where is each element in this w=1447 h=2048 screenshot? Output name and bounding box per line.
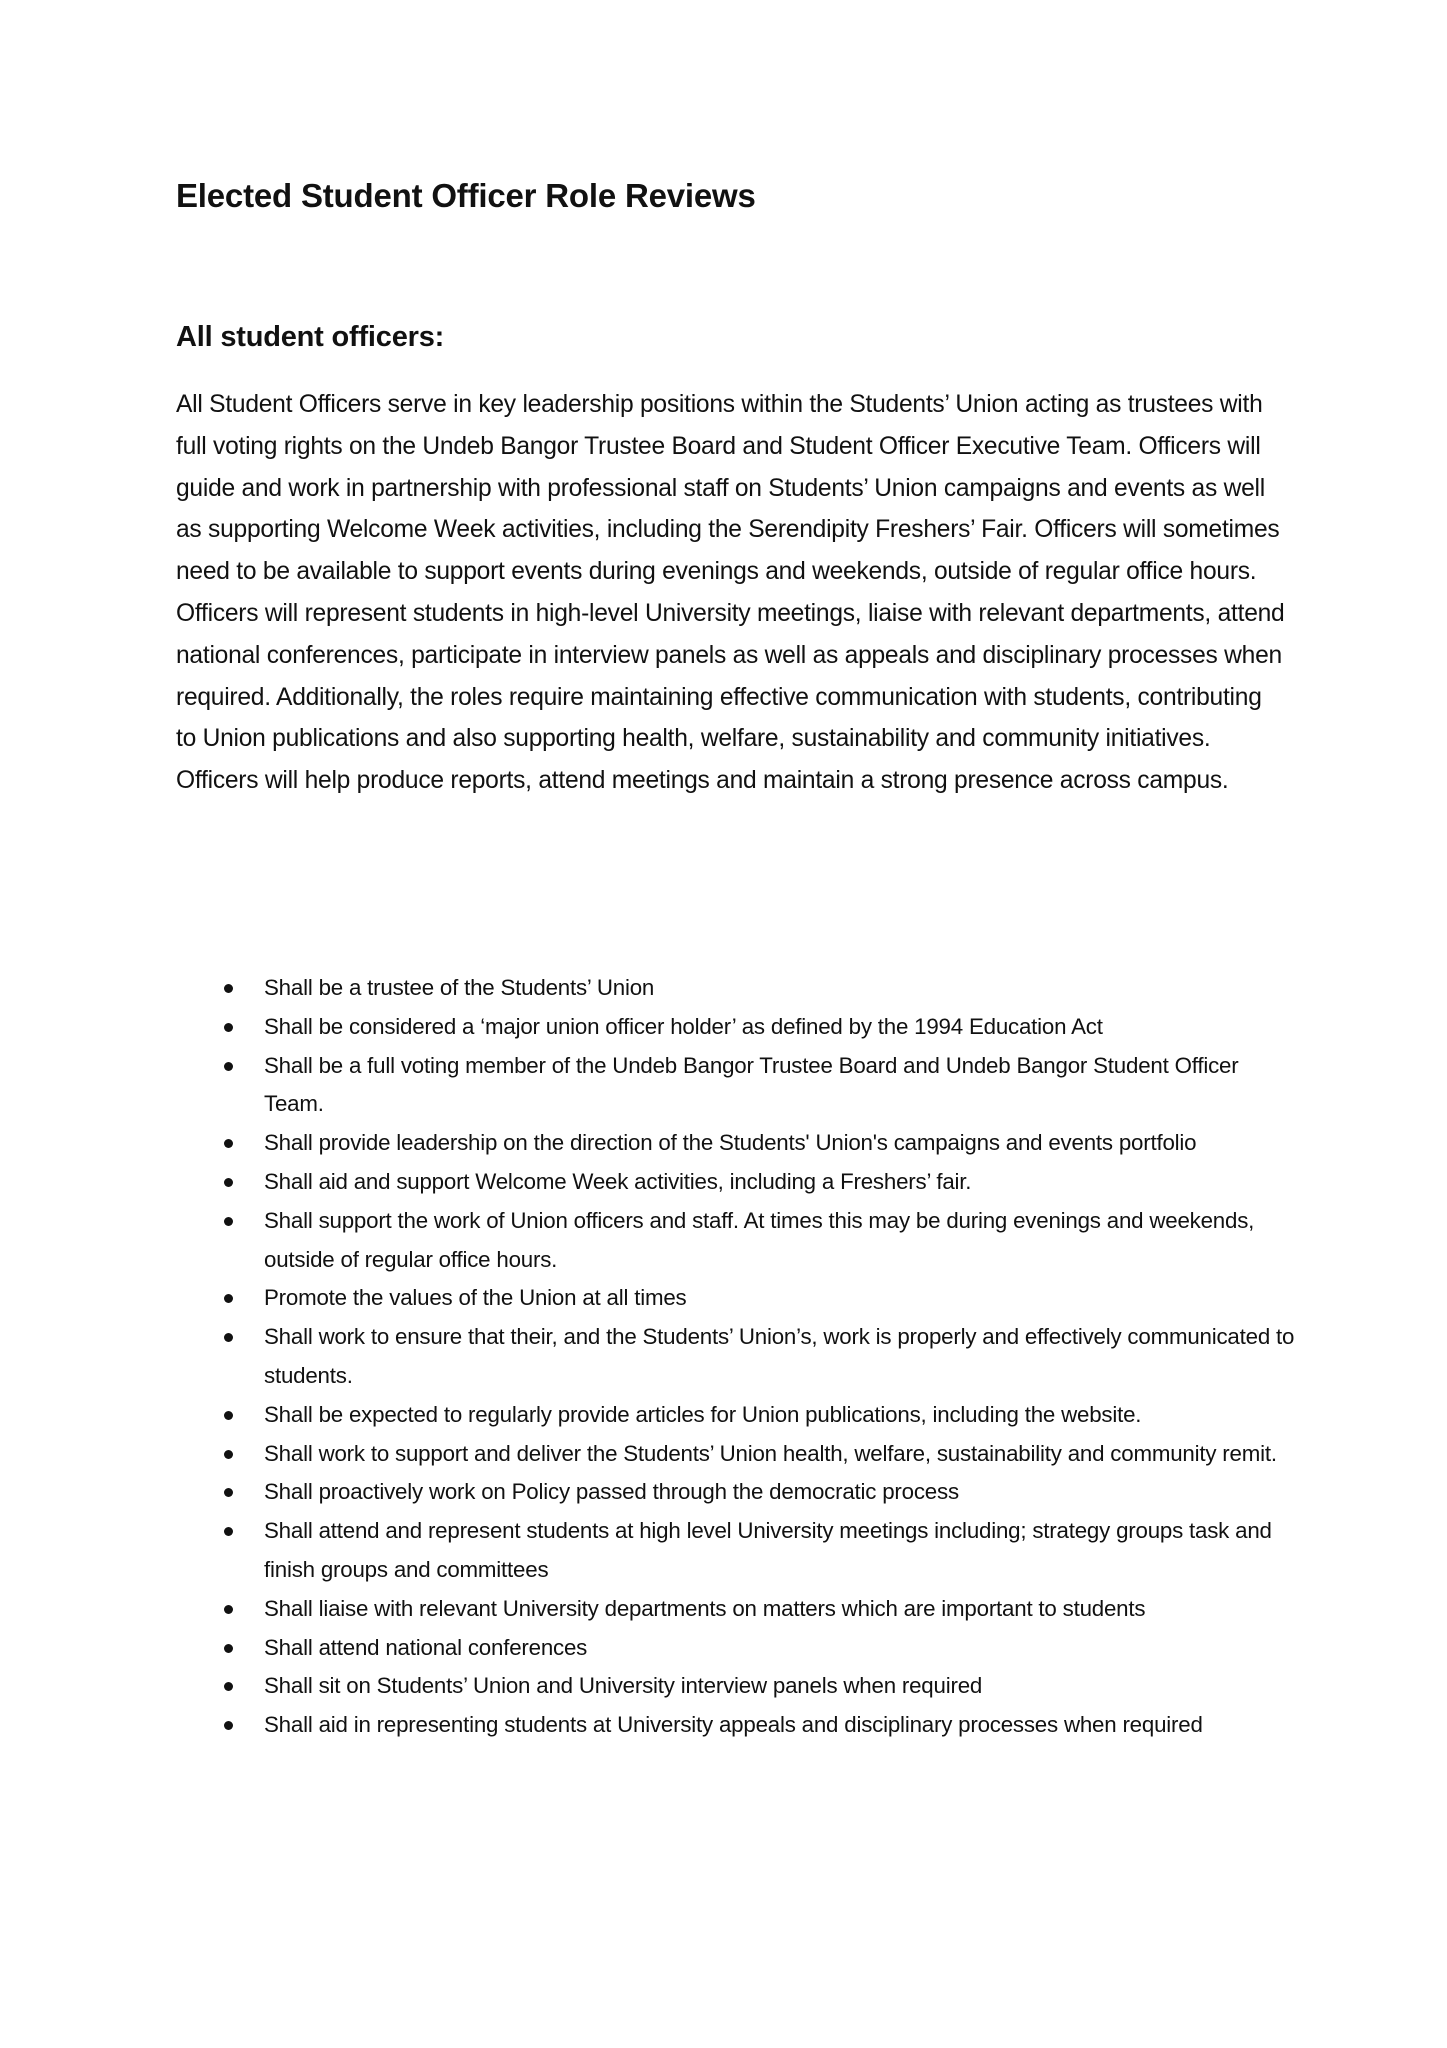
bullet-icon [224,1527,233,1536]
intro-paragraph: All Student Officers serve in key leadership positions within the Students’ Union acting as trustees with full voting rights on the Undeb Bangor Trustee Board and Student Officer Executive Team. Officers will guide and work in partnership with professional staff on Students’ Union campaigns and events as well as supporting Welcome Week activities, including the Serendipity Freshers’ Fair. Officers will sometimes need to be available to support events during evenings and weekends, outside of regular office hours. Officers will represent students in high-level University meetings, liaise with relevant departments, attend national conferences, participate in interview panels as well as appeals and disciplinary processes when required. Additionally, the roles require maintaining effective communication with students, contributing to Union publications and also supporting health, welfare, sustainability and community initiatives. Officers will help produce reports, attend meetings and maintain a strong presence across campus. [176,391,1285,795]
bullet-icon [224,1062,233,1071]
duty-list-item [220,1706,1300,1745]
duty-list-item [220,969,1300,1008]
bullet-icon [224,1644,233,1653]
duty-list-item [220,1667,1300,1706]
duty-list-item [220,1279,1300,1318]
duty-list-item [220,1629,1300,1668]
document-title: Elected Student Officer Role Reviews [176,177,756,214]
bullet-icon [224,1682,233,1691]
duty-text: Shall be a trustee of the Students’ Union [264,975,655,1000]
duty-list-item [220,1473,1300,1512]
duty-text: Shall proactively work on Policy passed through the democratic process [264,1479,959,1505]
bullet-icon [224,984,233,993]
duty-list-item [220,1435,1300,1474]
duty-text: Shall provide leadership on the direction of the Students' Union's campaigns and events portfolio [264,1130,1197,1156]
duty-list-item [220,1202,1300,1280]
duty-list-item [220,1124,1300,1163]
duty-text: Shall attend and represent students at high level University meetings including; strategy groups task and finish groups and committees [264,1518,1272,1582]
duty-text: Shall aid and support Welcome Week activities, including a Freshers’ fair. [264,1168,972,1194]
duty-list-item [220,1008,1300,1047]
section-heading: All student officers: [176,321,445,353]
duty-text: Shall work to ensure that their, and the Students’ Union’s, work is properly and effectively communicated to students. [264,1324,1295,1388]
duty-text: Promote the values of the Union at all times [264,1285,687,1311]
bullet-icon [224,1411,233,1420]
duty-text: Shall attend national conferences [264,1634,588,1660]
duty-list-item [220,1163,1300,1202]
duty-list-item [220,1590,1300,1629]
duty-text: Shall sit on Students’ Union and University interview panels when required [264,1673,983,1699]
duty-text: Shall be expected to regularly provide articles for Union publications, including the website. [264,1401,1142,1427]
duty-text: Shall aid in representing students at University appeals and disciplinary processes when required [264,1712,1203,1738]
duty-list-item [220,1318,1300,1396]
bullet-icon [224,1333,233,1342]
bullet-icon [224,1178,233,1187]
bullet-icon [224,1217,233,1226]
duty-list-item [220,1047,1300,1125]
duty-text: Shall liaise with relevant University departments on matters which are important to students [264,1595,1146,1621]
duty-text: Shall work to support and deliver the Students’ Union health, welfare, sustainability and community remit. [264,1440,1277,1466]
bullet-icon [224,1139,233,1148]
duties-list [220,969,1300,1745]
duty-text: Shall support the work of Union officers and staff. At times this may be during evenings and weekends, outside of regular office hours. [264,1207,1255,1272]
bullet-icon [224,1294,233,1303]
bullet-icon [224,1721,233,1730]
duty-text: Shall be considered a ‘major union officer holder’ as defined by the 1994 Education Act [264,1013,1103,1039]
duty-text: Shall be a full voting member of the Undeb Bangor Trustee Board and Undeb Bangor Student Officer Team. [264,1052,1239,1117]
bullet-icon [224,1450,233,1459]
bullet-icon [224,1488,233,1497]
duty-list-item [220,1396,1300,1435]
bullet-icon [224,1605,233,1614]
bullet-icon [224,1023,233,1032]
duty-list-item [220,1512,1300,1590]
